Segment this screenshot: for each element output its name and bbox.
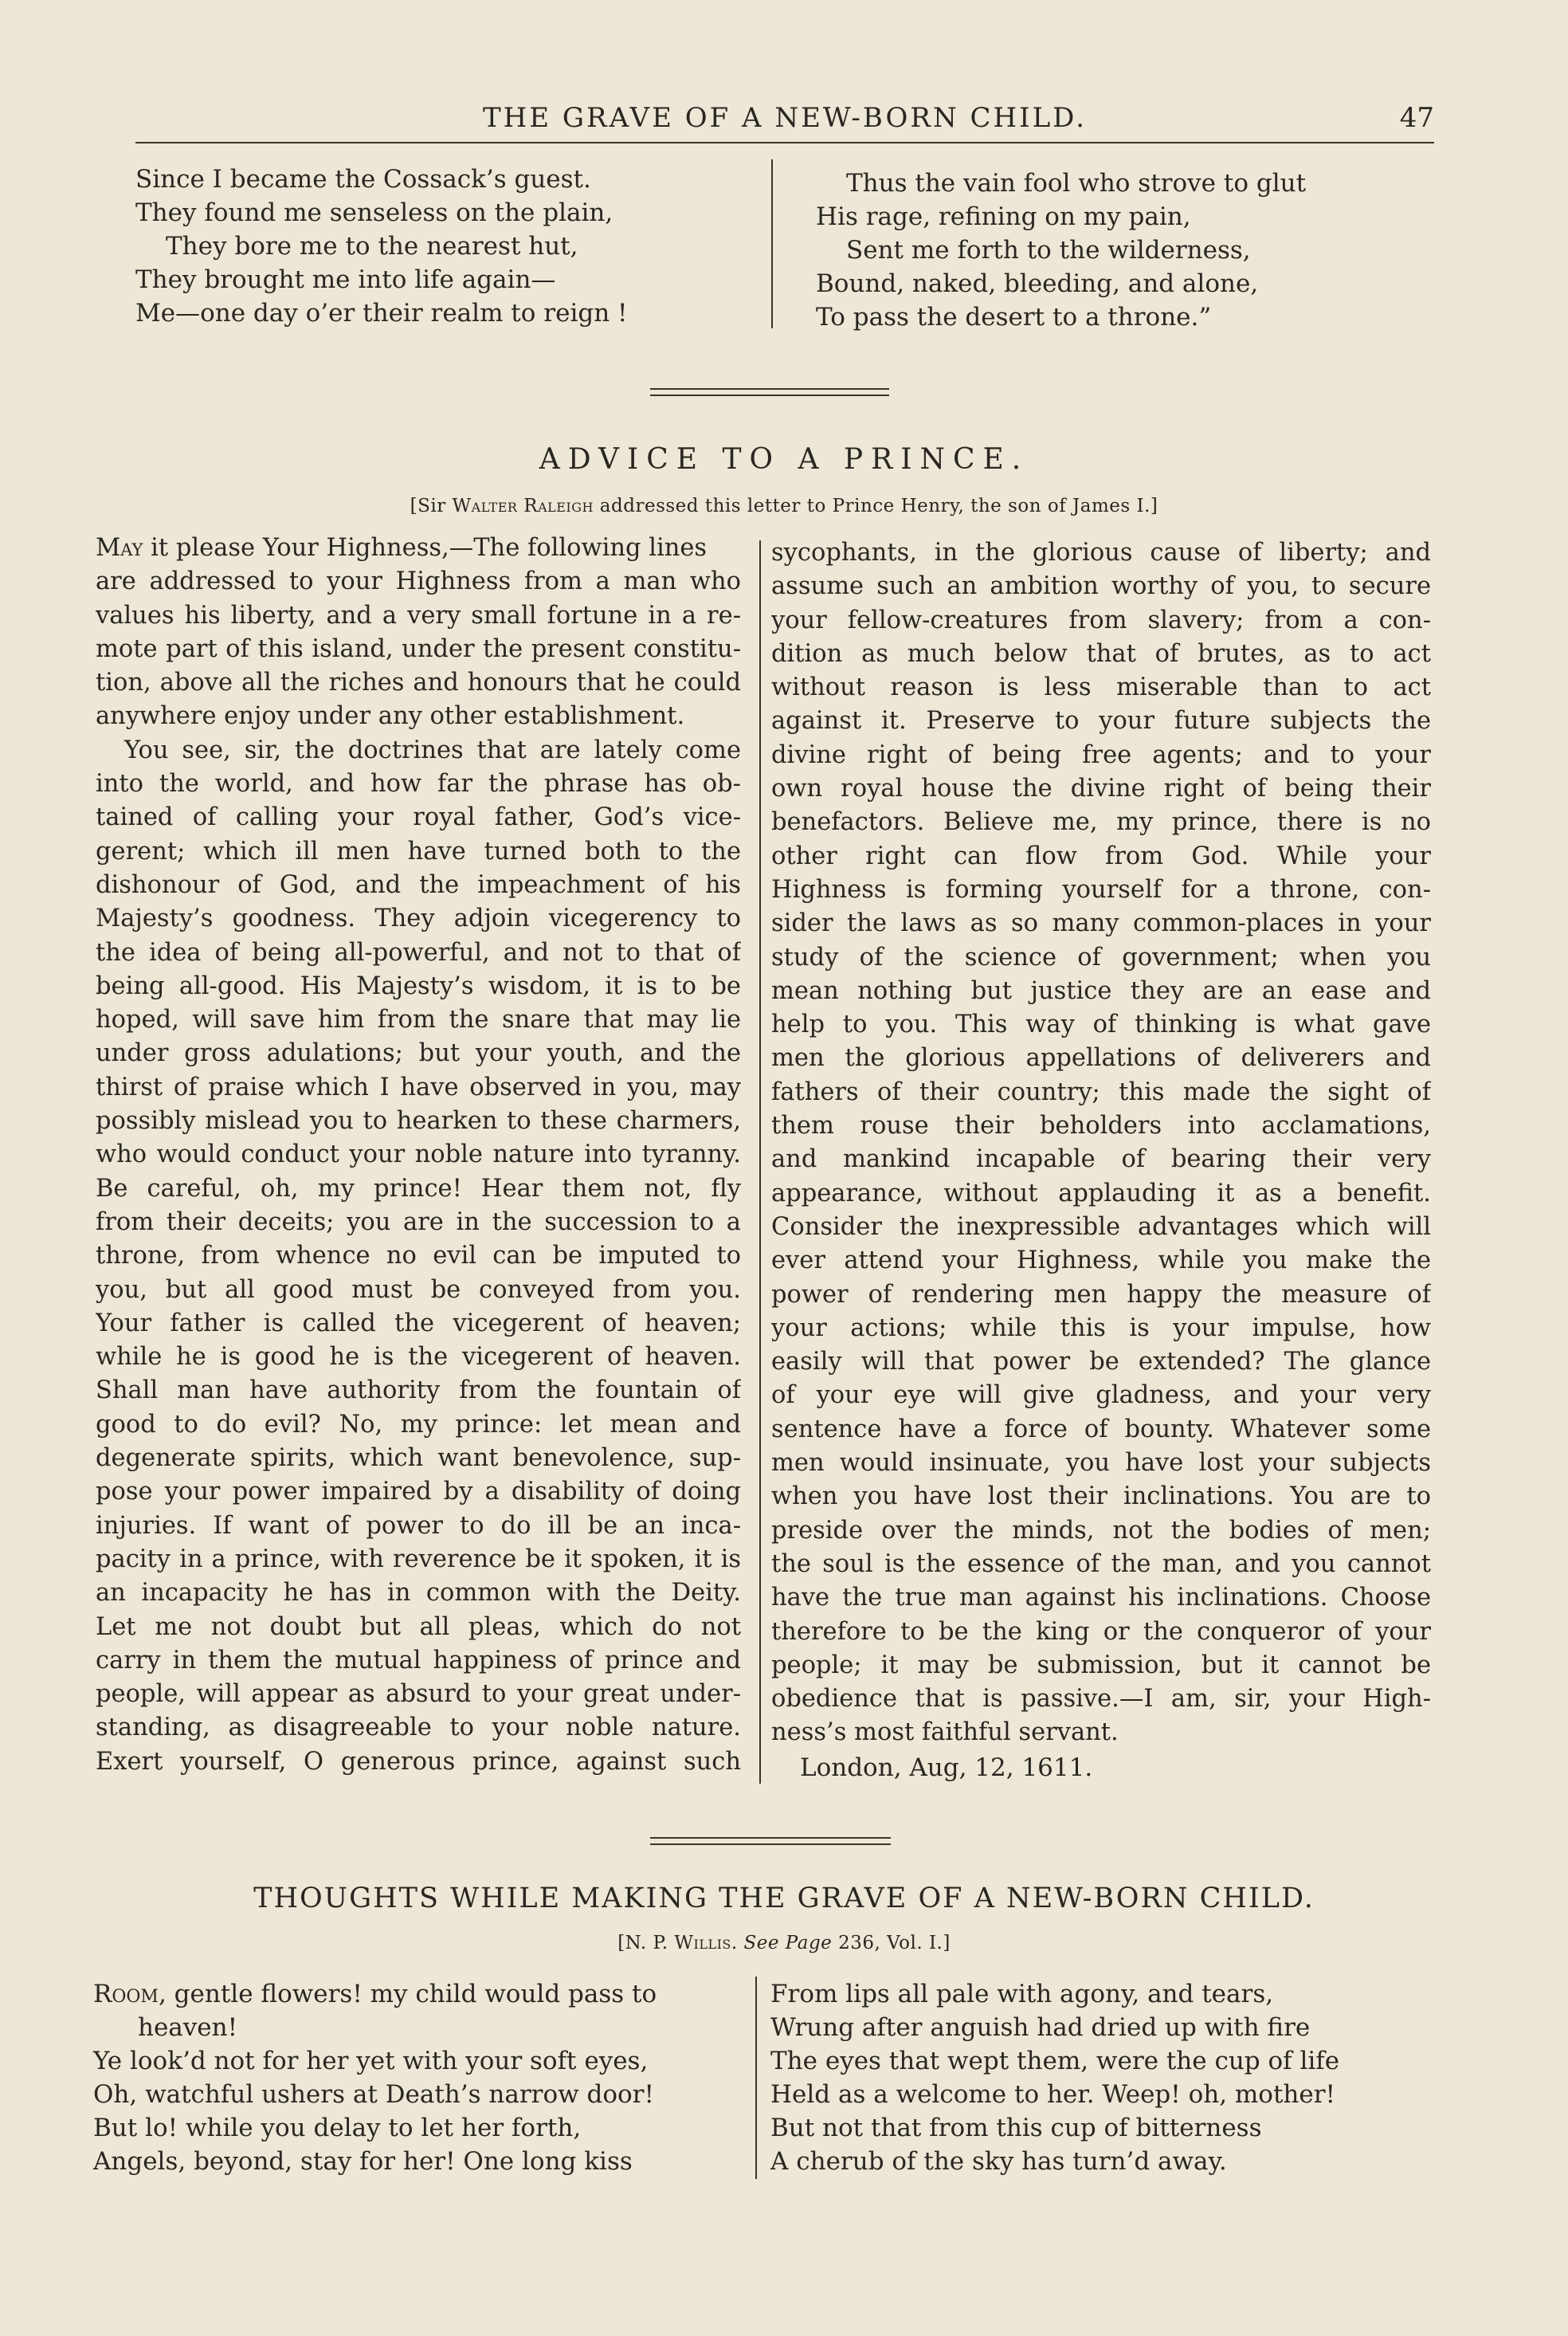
dateline: London, Aug, 12, 1611. xyxy=(800,1753,1093,1782)
byline-rest: addressed this letter to Prince Henry, the son of James I.] xyxy=(594,496,1158,516)
text-line: study of the science of government; when you xyxy=(771,943,1431,972)
text-line: hoped, will save him from the snare that may lie xyxy=(96,1006,741,1035)
text-line: Highness is forming yourself for a throne, con- xyxy=(771,875,1431,904)
text-line: other right can flow from God. While your xyxy=(771,842,1431,870)
text-line: assume such an ambition worthy of you, to secure xyxy=(771,572,1431,601)
section-separator xyxy=(650,388,889,396)
text-line: divine right of being free agents; and to your xyxy=(771,740,1431,769)
byline-open: [Sir xyxy=(410,496,453,516)
verse-line: Since I became the Cossack’s guest. xyxy=(135,165,591,194)
advice-left-column xyxy=(96,532,741,1779)
text-line: have the true man against his inclinations. Choose xyxy=(771,1584,1431,1612)
text-line: sentence have a force of bounty. Whatever some xyxy=(771,1415,1431,1443)
text-line: mean nothing but justice they are an ease and xyxy=(771,976,1431,1005)
text-line: your actions; while this is your impulse, how xyxy=(771,1313,1431,1342)
text-line: pose your power impaired by a disability of doing xyxy=(96,1478,741,1506)
text-line: possibly mislead you to hearken to these charmers, xyxy=(96,1107,741,1136)
text-line: You see, sir, the doctrines that are lately come xyxy=(124,736,741,764)
dropcap: Room xyxy=(93,1980,159,2008)
text-line: Let me not doubt but all pleas, which do not xyxy=(96,1612,741,1641)
text-line: and mankind incapable of bearing their very xyxy=(771,1145,1431,1174)
verse-line: Thus the vain fool who strove to glut xyxy=(846,169,1307,198)
verse-line: The eyes that wept them, were the cup of life xyxy=(770,2047,1340,2075)
text-line: throne, from whence no evil can be imputed to xyxy=(96,1242,741,1270)
author-name: Walter Raleigh xyxy=(452,496,594,516)
text-line: preside over the minds, not the bodies of men; xyxy=(771,1516,1431,1545)
text-line: the soul is the essence of the man, and you cannot xyxy=(771,1549,1431,1578)
text-line: values his liberty, and a very small fortune in a re- xyxy=(96,601,741,630)
text-line: pacity in a prince, with reverence be it spoken, it is xyxy=(96,1545,741,1573)
text-line: easily will that power be extended? The glance xyxy=(771,1348,1431,1376)
verse-line: Sent me forth to the wilderness, xyxy=(846,236,1251,265)
text-line: power of rendering men happy the measure of xyxy=(771,1280,1431,1309)
text-line: without reason is less miserable than to act xyxy=(771,673,1431,702)
text-line: Shall man have authority from the fountain of xyxy=(96,1376,741,1405)
text-line: Majesty’s goodness. They adjoin vicegerency to xyxy=(96,905,741,933)
text-line: own royal house the divine right of being their xyxy=(771,775,1431,803)
section-separator xyxy=(650,1837,891,1845)
thoughts-poem-right xyxy=(770,1977,1339,2178)
text-line: standing, as disagreeable to your noble nature. xyxy=(96,1714,741,1742)
verse-line: To pass the desert to a throne.” xyxy=(816,303,1212,332)
verse-line: Held as a welcome to her. Weep! oh, mother! xyxy=(770,2080,1336,2109)
column-rule xyxy=(771,159,773,328)
text-line: tained of calling your royal father, God’s vice- xyxy=(96,803,741,832)
text-line: while he is good he is the vicegerent of heaven. xyxy=(96,1343,741,1372)
text-line: into the world, and how far the phrase has ob- xyxy=(96,770,741,799)
advice-title: ADVICE TO A PRINCE. xyxy=(539,443,1029,476)
text-line: good to do evil? No, my prince: let mean and xyxy=(96,1410,741,1439)
verse-line: They bore me to the nearest hut, xyxy=(166,232,578,261)
text-line: thirst of praise which I have observed in you, may xyxy=(96,1073,741,1101)
text-line: against it. Preserve to your future subjects the xyxy=(771,707,1431,736)
text-line: men the glorious appellations of deliverers and xyxy=(771,1044,1431,1073)
text-line: dition as much below that of brutes, as to act xyxy=(771,639,1431,668)
column-rule xyxy=(755,1977,757,2179)
running-title: THE GRAVE OF A NEW-BORN CHILD. xyxy=(482,102,1088,134)
thoughts-poem-left xyxy=(93,1977,657,2178)
byline-open: [ xyxy=(617,1933,625,1953)
text-line: the idea of being all-powerful, and not to that of xyxy=(96,938,741,967)
verse-line: Oh, watchful ushers at Death’s narrow door! xyxy=(93,2080,654,2109)
text-line: mote part of this island, under the present constitu- xyxy=(96,634,741,663)
column-rule xyxy=(759,540,761,1784)
cossack-poem-left xyxy=(135,163,628,330)
verse-line: From lips all pale with agony, and tears, xyxy=(770,1980,1274,2008)
text-line: Exert yourself, O generous prince, against such xyxy=(96,1747,741,1776)
byline-see: See Page xyxy=(743,1933,833,1953)
text-line: men would insinuate, you have lost your subjects xyxy=(771,1449,1431,1478)
verse-line: They found me senseless on the plain, xyxy=(135,198,613,227)
text-line: dishonour of God, and the impeachment of his xyxy=(96,870,741,899)
text-line: when you have lost their inclinations. You are to xyxy=(771,1482,1431,1511)
text-line: ness’s most faithful servant. xyxy=(771,1718,1119,1747)
verse-line: But not that from this cup of bitterness xyxy=(770,2114,1262,2142)
text-line: fathers of their country; this made the sight of xyxy=(771,1078,1431,1106)
cossack-poem-right xyxy=(816,167,1306,334)
text-line: an incapacity he has in common with the Deity. xyxy=(96,1579,741,1608)
text-line: therefore to be the king or the conqueror of your xyxy=(771,1617,1431,1646)
text-line: under gross adulations; but your youth, and the xyxy=(96,1039,741,1068)
text-line: you, but all good must be conveyed from you. xyxy=(96,1275,741,1304)
text-line: tion, above all the riches and honours that he could xyxy=(96,669,741,697)
verse-line: Room, gentle flowers! my child would pass to xyxy=(93,1980,657,2008)
running-head xyxy=(135,102,1434,143)
text-line: your fellow-creatures from slavery; from a con- xyxy=(771,606,1431,634)
text-line: people; it may be submission, but it cannot be xyxy=(771,1651,1431,1679)
text-line: May it please Your Highness,—The following lines xyxy=(96,534,708,562)
thoughts-byline xyxy=(0,1933,1568,1953)
text-line: obedience that is passive.—I am, sir, your High- xyxy=(771,1685,1431,1714)
verse-line: Me—one day o’er their realm to reign ! xyxy=(135,299,628,328)
text-line: from their deceits; you are in the succession to a xyxy=(96,1207,741,1236)
text-line: who would conduct your noble nature into tyranny. xyxy=(96,1141,741,1169)
verse-line: Angels, beyond, stay for her! One long kiss xyxy=(93,2147,633,2176)
text-line: being all-good. His Majesty’s wisdom, it is to be xyxy=(96,972,741,1000)
text-line: degenerate spirits, which want benevolence, sup- xyxy=(96,1444,741,1473)
text-line: are addressed to your Highness from a man who xyxy=(96,567,741,596)
text-line: anywhere enjoy under any other establishment. xyxy=(96,702,685,731)
verse-line: Wrung after anguish had dried up with fire xyxy=(770,2013,1311,2042)
text-line: Be careful, oh, my prince! Hear them not, fly xyxy=(96,1174,741,1203)
text-line: gerent; which ill men have turned both to the xyxy=(96,837,741,866)
advice-byline xyxy=(0,496,1568,516)
text-line: Consider the inexpressible advantages which will xyxy=(771,1212,1431,1241)
verse-line: A cherub of the sky has turn’d away. xyxy=(770,2147,1227,2176)
text-line: carry in them the mutual happiness of prince and xyxy=(96,1646,741,1674)
advice-right-column xyxy=(771,536,1431,1750)
text-line: of your eye will give gladness, and your very xyxy=(771,1381,1431,1410)
verse-line: His rage, refining on my pain, xyxy=(816,202,1191,231)
byline-rest: 236, Vol. I.] xyxy=(832,1933,951,1953)
text-line: sycophants, in the glorious cause of liberty; and xyxy=(771,539,1431,567)
dropcap: May xyxy=(96,534,143,562)
verse-line: Ye look’d not for her yet with your soft eyes, xyxy=(93,2047,649,2075)
text-line: injuries. If want of power to do ill be an inca- xyxy=(96,1511,741,1540)
page-number: 47 xyxy=(1399,102,1434,134)
author-name: N. P. Willis. xyxy=(625,1933,738,1953)
text-line: them rouse their beholders into acclamations, xyxy=(771,1112,1431,1141)
verse-line: But lo! while you delay to let her forth, xyxy=(93,2114,582,2142)
text-line: benefactors. Believe me, my prince, there is no xyxy=(771,808,1431,837)
verse-line: Bound, naked, bleeding, and alone, xyxy=(816,269,1259,298)
text-line: people, will appear as absurd to your great under- xyxy=(96,1680,741,1709)
text-line: ever attend your Highness, while you make the xyxy=(771,1247,1431,1275)
thoughts-title: THOUGHTS WHILE MAKING THE GRAVE OF A NEW-BORN CHILD. xyxy=(253,1883,1315,1914)
verse-line: They brought me into life again— xyxy=(135,265,556,294)
advice-dateline xyxy=(800,1751,1092,1784)
verse-line: heaven! xyxy=(138,2013,238,2042)
text-line: help to you. This way of thinking is what gave xyxy=(771,1011,1431,1039)
text-line: sider the laws as so many common-places in your xyxy=(771,909,1431,938)
text-line: Your father is called the vicegerent of heaven; xyxy=(96,1309,741,1337)
text-line: appearance, without applauding it as a benefit. xyxy=(771,1179,1431,1207)
